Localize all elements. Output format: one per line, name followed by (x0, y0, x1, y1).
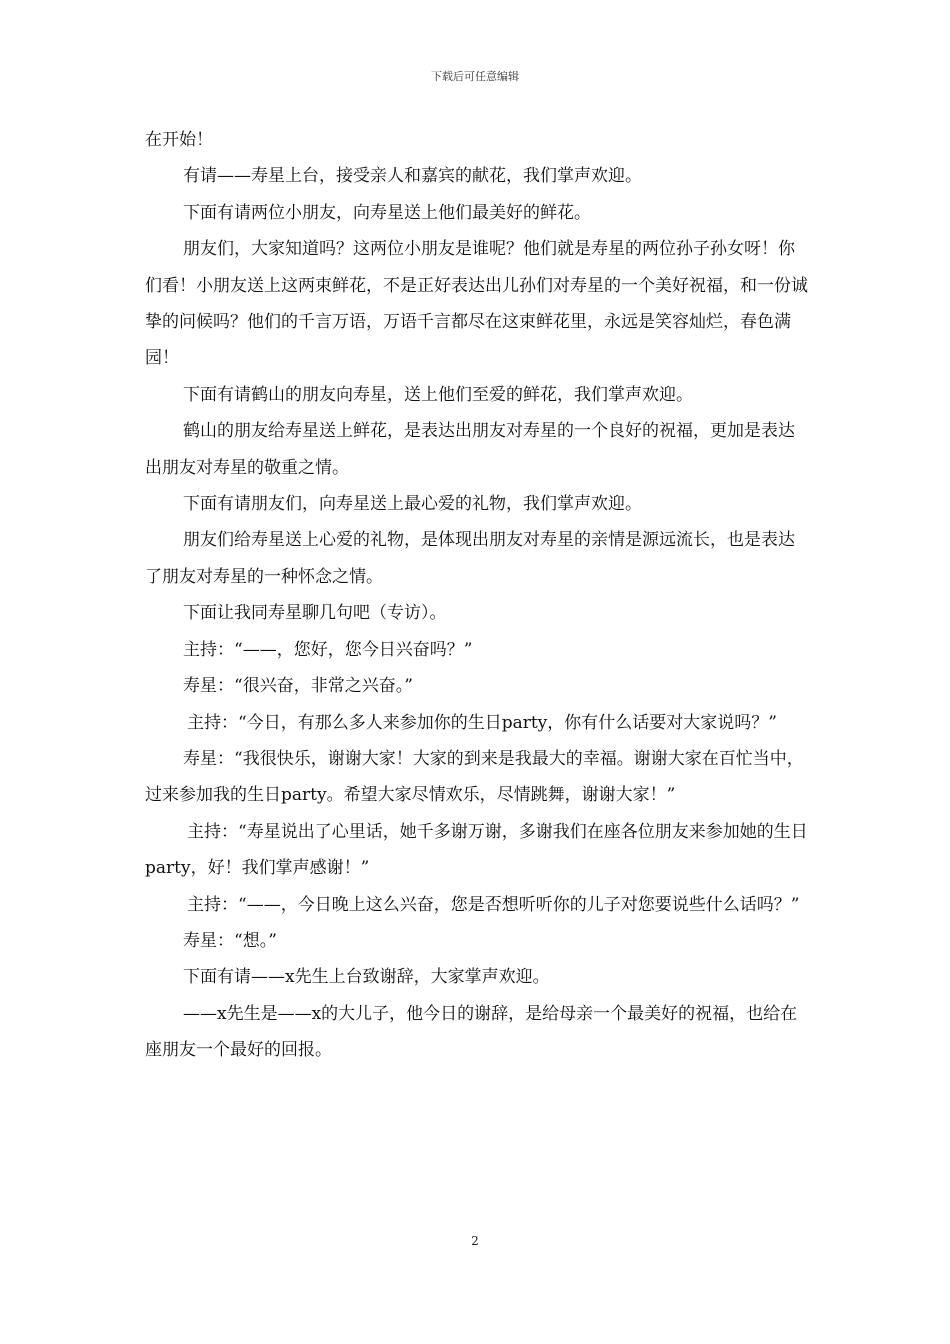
paragraph: 朋友们，大家知道吗？这两位小朋友是谁呢？他们就是寿星的两位孙子孙女呀！你们看！小朋友送上这两束鲜花，不是正好表达出儿孙们对寿星的一个美好祝福，和一份诚挚的问候吗？他们的千言万语，万语千言都尽在这束鲜花里，永远是笑容灿烂，春色满园！ (145, 239, 808, 369)
page-header: 下载后可任意编辑 (431, 70, 519, 83)
paragraph: 在开始！ (145, 130, 213, 150)
dialogue-line: 主持：“寿星说出了心里话，她千多谢万谢，多谢我们在座各位朋友来参加她的生日party，好！我们掌声感谢！” (145, 821, 808, 879)
page-number: 2 (471, 1234, 479, 1248)
dialogue-line: 寿星：“我很快乐，谢谢大家！大家的到来是我最大的幸福。谢谢大家在百忙当中，过来参加我的生日party。希望大家尽情欢乐，尽情跳舞，谢谢大家！” (145, 748, 804, 806)
paragraph: 鹤山的朋友给寿星送上鲜花，是表达出朋友对寿星的一个良好的祝福，更加是表达出朋友对寿星的敬重之情。 (145, 421, 795, 478)
dialogue-line: 主持：“——，您好，您今日兴奋吗？” (183, 639, 473, 660)
paragraph: 下面有请——x先生上台致谢辞，大家掌声欢迎。 (183, 967, 550, 988)
paragraph: 有请——寿星上台，接受亲人和嘉宾的献花，我们掌声欢迎。 (183, 166, 642, 187)
dialogue-line: 寿星：“很兴奋，非常之兴奋。” (183, 676, 413, 697)
dialogue-line: 主持：“——，今日晚上这么兴奋，您是否想听听你的儿子对您要说些什么话吗？” (187, 894, 800, 915)
dialogue-line: 寿星：“想。” (183, 930, 277, 951)
document-body (145, 122, 810, 1069)
paragraph: ——x先生是——x的大儿子，他今日的谢辞，是给母亲一个最美好的祝福，也给在座朋友一个最好的回报。 (145, 1003, 798, 1061)
paragraph: 朋友们给寿星送上心爱的礼物，是体现出朋友对寿星的亲情是源远流长，也是表达了朋友对寿星的一种怀念之情。 (145, 530, 795, 587)
paragraph: 下面让我同寿星聊几句吧（专访）。 (183, 603, 447, 624)
dialogue-line: 主持：“今日，有那么多人来参加你的生日party，你有什么话要对大家说吗？” (187, 712, 777, 733)
paragraph: 下面有请朋友们，向寿星送上最心爱的礼物，我们掌声欢迎。 (183, 494, 642, 515)
paragraph: 下面有请鹤山的朋友向寿星，送上他们至爱的鲜花，我们掌声欢迎。 (183, 384, 693, 405)
paragraph: 下面有请两位小朋友，向寿星送上他们最美好的鲜花。 (183, 202, 591, 223)
